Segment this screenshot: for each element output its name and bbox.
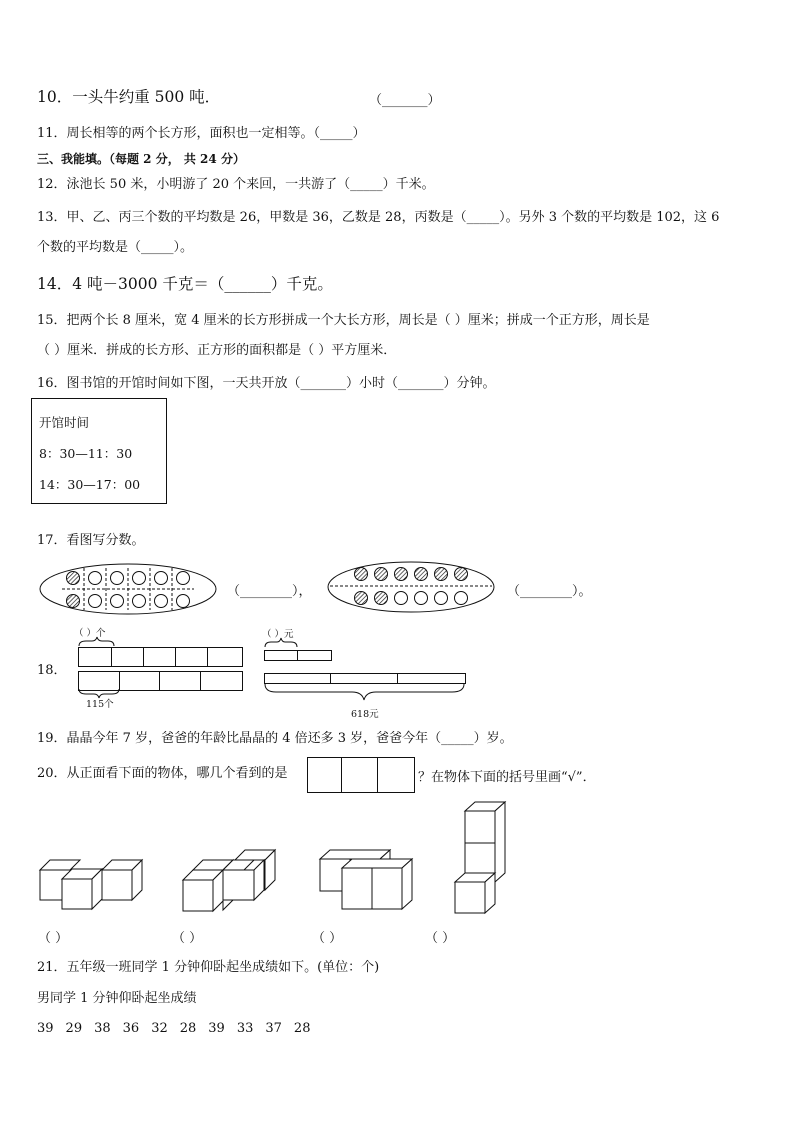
score-value: 39 xyxy=(37,1021,54,1036)
q18-right-top-label: （ ）元 xyxy=(262,629,294,640)
score-value: 37 xyxy=(265,1021,282,1036)
q20-object-1 xyxy=(40,857,150,912)
q17-text: 17．看图写分数。 xyxy=(37,533,145,548)
q18-left-bottom-seg-4 xyxy=(200,671,243,691)
q15-line1: 15．把两个长 8 厘米，宽 4 厘米的长方形拼成一个大长方形，周长是（ ）厘米；拼成一个正方形，周长是 xyxy=(37,313,650,328)
q20-front-view-cell-1 xyxy=(307,757,343,793)
score-value: 29 xyxy=(65,1021,83,1036)
q20-object-4 xyxy=(455,801,510,916)
q18-left-bottom-label: 115个 xyxy=(86,699,114,710)
opening-hours-morning: 8：30—11：30 xyxy=(39,446,133,461)
q18-right-bottom-brace xyxy=(264,683,466,703)
q20-answer-paren-3[interactable]: （ ） xyxy=(312,931,343,946)
q18-left-top-brace xyxy=(78,637,118,647)
q20-answer-paren-2[interactable]: （ ） xyxy=(172,931,203,946)
q12-text: 12．泳池长 50 米，小明游了 20 个来回，一共游了（_____）千米。 xyxy=(37,177,435,192)
q18-left-bottom-seg-3 xyxy=(159,671,202,691)
score-value: 38 xyxy=(94,1021,111,1036)
opening-hours-afternoon: 14：30—17：00 xyxy=(39,477,141,492)
q18-right-top-seg-2 xyxy=(297,650,332,661)
fraction-figure-2 xyxy=(326,559,496,615)
q11-text: 11．周长相等的两个长方形，面积也一定相等。（_____） xyxy=(37,126,366,141)
q20-front-view-cell-2 xyxy=(341,757,379,793)
section-3-heading: 三、我能填。（每题 2 分， 共 24 分） xyxy=(37,152,245,166)
opening-hours-box xyxy=(31,398,167,504)
q16-text: 16．图书馆的开馆时间如下图，一天共开放（_______）小时（_______）分钟。 xyxy=(37,376,496,391)
q17-blank-2[interactable]: （________）。 xyxy=(507,584,592,599)
q18-left-bottom-seg-1 xyxy=(78,671,121,691)
q13-line2: 个数的平均数是（_____）。 xyxy=(37,240,194,255)
q13-line1: 13．甲、乙、丙三个数的平均数是 26，甲数是 36，乙数是 28，丙数是（_____）。另外 3 个数的平均数是 102，这 6 xyxy=(37,210,720,225)
q21-subtitle: 男同学 1 分钟仰卧起坐成绩 xyxy=(37,991,197,1006)
q18-left-top-seg-2 xyxy=(111,647,145,667)
q21-text: 21．五年级一班同学 1 分钟仰卧起坐成绩如下。(单位：个) xyxy=(37,960,380,975)
q18-number: 18． xyxy=(37,663,67,678)
q20-answer-paren-4[interactable]: （ ） xyxy=(425,931,456,946)
score-value: 28 xyxy=(293,1021,311,1036)
q20-text-after: ？在物体下面的括号里画“√”． xyxy=(418,770,596,785)
q17-blank-1[interactable]: （________）， xyxy=(227,584,312,599)
q14-text: 14．4 吨－3000 千克＝（______）千克。 xyxy=(37,275,333,293)
q18-right-top-seg-1 xyxy=(264,650,299,661)
q20-object-2 xyxy=(183,849,278,914)
q19-text: 19．晶晶今年 7 岁，爸爸的年龄比晶晶的 4 倍还多 3 岁，爸爸今年（_____）岁。 xyxy=(37,731,513,746)
q10-text: 10．一头牛约重 500 吨． xyxy=(37,88,221,106)
q18-left-bottom-seg-2 xyxy=(119,671,161,691)
q15-line2: （ ）厘米．拼成的长方形、正方形的面积都是（ ）平方厘米． xyxy=(37,343,397,358)
q18-left-top-seg-1 xyxy=(78,647,113,667)
q20-answer-paren-1[interactable]: （ ） xyxy=(38,931,69,946)
q18-left-top-seg-5 xyxy=(207,647,243,667)
q20-front-view-cell-3 xyxy=(377,757,415,793)
score-value: 32 xyxy=(151,1021,168,1036)
q18-left-top-label: （ ）个 xyxy=(74,628,106,639)
fraction-figure-1 xyxy=(38,561,218,617)
score-value: 39 xyxy=(208,1021,225,1036)
q21-scores xyxy=(37,1021,310,1036)
q18-left-top-seg-3 xyxy=(143,647,177,667)
q18-right-bottom-label: 618元 xyxy=(351,709,379,720)
score-value: 36 xyxy=(122,1021,140,1036)
q10-answer-paren[interactable]: （_______） xyxy=(369,93,441,108)
q18-right-top-brace xyxy=(264,638,300,648)
opening-hours-title: 开馆时间 xyxy=(39,415,90,430)
score-value: 33 xyxy=(236,1021,254,1036)
q20-text-before: 20．从正面看下面的物体，哪几个看到的是 xyxy=(37,766,288,781)
score-value: 28 xyxy=(179,1021,197,1036)
q20-object-3 xyxy=(320,849,415,914)
q18-left-top-seg-4 xyxy=(175,647,209,667)
